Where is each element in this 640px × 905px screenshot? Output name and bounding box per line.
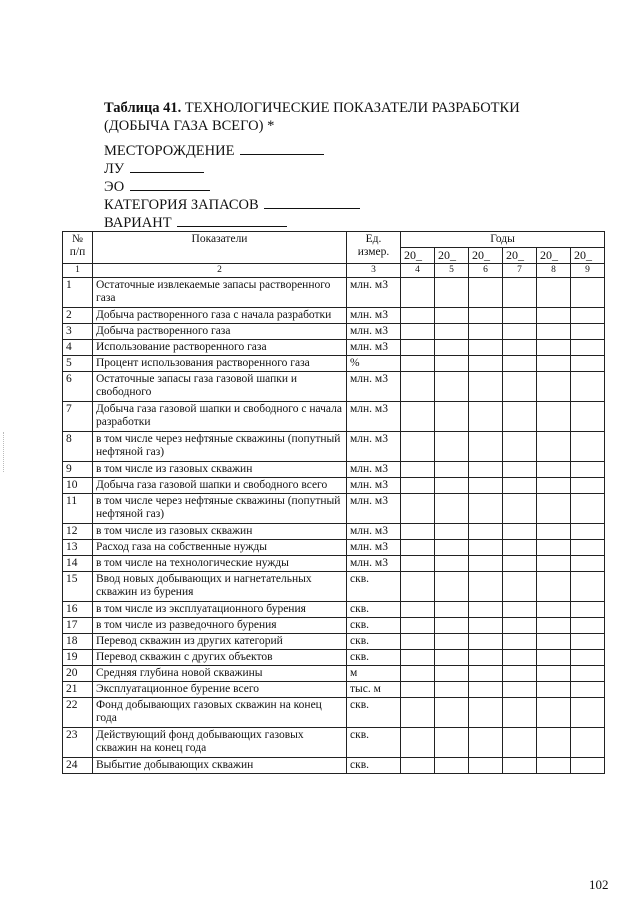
year-value-cell: [503, 728, 537, 758]
row-number: 7: [63, 402, 93, 432]
year-value-cell: [503, 540, 537, 556]
row-indicator: Ввод новых добывающих и нагнетательных скважин из бурения: [93, 572, 347, 602]
year-value-cell: [571, 698, 605, 728]
year-value-cell: [469, 324, 503, 340]
year-value-cell: [435, 308, 469, 324]
year-value-cell: [435, 758, 469, 774]
year-value-cell: [503, 650, 537, 666]
year-value-cell: [401, 356, 435, 372]
year-value-cell: [537, 494, 571, 524]
year-label: 20_: [503, 248, 537, 264]
year-value-cell: [469, 402, 503, 432]
row-unit: млн. м3: [347, 524, 401, 540]
year-value-cell: [469, 356, 503, 372]
year-value-cell: [435, 618, 469, 634]
year-value-cell: [469, 494, 503, 524]
row-indicator: в том числе из газовых скважин: [93, 524, 347, 540]
year-label: 20_: [435, 248, 469, 264]
row-unit: скв.: [347, 650, 401, 666]
year-value-cell: [435, 432, 469, 462]
year-value-cell: [503, 758, 537, 774]
column-index: 2: [93, 264, 347, 278]
year-value-cell: [401, 278, 435, 308]
row-unit: скв.: [347, 728, 401, 758]
year-value-cell: [435, 572, 469, 602]
year-value-cell: [401, 698, 435, 728]
table-row: [63, 572, 605, 602]
year-value-cell: [537, 432, 571, 462]
year-value-cell: [401, 666, 435, 682]
column-index: 3: [347, 264, 401, 278]
row-number: 3: [63, 324, 93, 340]
table-row: [63, 682, 605, 698]
year-value-cell: [435, 278, 469, 308]
year-value-cell: [571, 540, 605, 556]
year-value-cell: [537, 758, 571, 774]
year-value-cell: [469, 278, 503, 308]
year-value-cell: [435, 324, 469, 340]
year-value-cell: [435, 666, 469, 682]
year-value-cell: [537, 602, 571, 618]
year-label: 20_: [401, 248, 435, 264]
row-indicator: Добыча растворенного газа с начала разработки: [93, 308, 347, 324]
row-unit: м: [347, 666, 401, 682]
row-indicator: Средняя глубина новой скважины: [93, 666, 347, 682]
year-value-cell: [571, 572, 605, 602]
row-number: 13: [63, 540, 93, 556]
row-unit: млн. м3: [347, 494, 401, 524]
year-value-cell: [571, 602, 605, 618]
year-value-cell: [503, 602, 537, 618]
year-value-cell: [401, 308, 435, 324]
year-value-cell: [469, 602, 503, 618]
row-indicator: Перевод скважин с других объектов: [93, 650, 347, 666]
row-unit: скв.: [347, 602, 401, 618]
row-unit: скв.: [347, 758, 401, 774]
row-unit: скв.: [347, 698, 401, 728]
year-value-cell: [469, 524, 503, 540]
table-row: [63, 494, 605, 524]
row-unit: скв.: [347, 634, 401, 650]
row-indicator: в том числе из газовых скважин: [93, 462, 347, 478]
row-indicator: Добыча газа газовой шапки и свободного с начала разработки: [93, 402, 347, 432]
year-value-cell: [435, 462, 469, 478]
row-unit: млн. м3: [347, 308, 401, 324]
field-variant: [104, 214, 360, 232]
row-unit: млн. м3: [347, 478, 401, 494]
column-index: 6: [469, 264, 503, 278]
year-value-cell: [435, 728, 469, 758]
table-row: [63, 278, 605, 308]
year-value-cell: [571, 324, 605, 340]
year-value-cell: [571, 340, 605, 356]
table-row: [63, 524, 605, 540]
year-value-cell: [401, 634, 435, 650]
year-value-cell: [571, 372, 605, 402]
year-value-cell: [503, 402, 537, 432]
year-value-cell: [537, 728, 571, 758]
year-value-cell: [469, 432, 503, 462]
year-value-cell: [435, 650, 469, 666]
year-value-cell: [537, 402, 571, 432]
column-index: 4: [401, 264, 435, 278]
year-value-cell: [537, 324, 571, 340]
year-value-cell: [401, 650, 435, 666]
row-indicator: Добыча растворенного газа: [93, 324, 347, 340]
table-row: [63, 372, 605, 402]
year-value-cell: [469, 634, 503, 650]
year-value-cell: [571, 278, 605, 308]
year-value-cell: [571, 462, 605, 478]
year-value-cell: [503, 524, 537, 540]
table-row: [63, 432, 605, 462]
row-unit: млн. м3: [347, 432, 401, 462]
year-value-cell: [537, 462, 571, 478]
year-value-cell: [469, 572, 503, 602]
year-value-cell: [571, 524, 605, 540]
row-number: 1: [63, 278, 93, 308]
year-label: 20_: [571, 248, 605, 264]
row-number: 4: [63, 340, 93, 356]
table-row: [63, 308, 605, 324]
year-value-cell: [401, 432, 435, 462]
column-index: 1: [63, 264, 93, 278]
year-value-cell: [537, 666, 571, 682]
table-row: [63, 324, 605, 340]
row-indicator: в том числе из эксплуатационного бурения: [93, 602, 347, 618]
table-row: [63, 402, 605, 432]
row-indicator: Использование растворенного газа: [93, 340, 347, 356]
fill-blank: [240, 142, 324, 155]
fill-blank: [264, 196, 360, 209]
col-header-years: Годы: [401, 232, 605, 248]
year-value-cell: [435, 682, 469, 698]
table-title: [104, 99, 584, 135]
row-indicator: Фонд добывающих газовых скважин на конец года: [93, 698, 347, 728]
row-unit: млн. м3: [347, 556, 401, 572]
row-number: 8: [63, 432, 93, 462]
year-value-cell: [503, 432, 537, 462]
row-number: 21: [63, 682, 93, 698]
year-value-cell: [571, 728, 605, 758]
field-label: ЭО: [104, 179, 125, 195]
row-unit: млн. м3: [347, 278, 401, 308]
year-value-cell: [537, 356, 571, 372]
year-value-cell: [537, 572, 571, 602]
row-number: 6: [63, 372, 93, 402]
year-value-cell: [469, 682, 503, 698]
row-number: 18: [63, 634, 93, 650]
year-value-cell: [537, 682, 571, 698]
year-value-cell: [435, 372, 469, 402]
year-value-cell: [469, 650, 503, 666]
year-value-cell: [503, 372, 537, 402]
year-value-cell: [469, 340, 503, 356]
table-row: [63, 462, 605, 478]
row-unit: млн. м3: [347, 402, 401, 432]
row-unit: %: [347, 356, 401, 372]
column-index: 8: [537, 264, 571, 278]
year-value-cell: [401, 340, 435, 356]
field-label: КАТЕГОРИЯ ЗАПАСОВ: [104, 197, 259, 213]
year-value-cell: [537, 340, 571, 356]
year-value-cell: [571, 618, 605, 634]
year-label: 20_: [469, 248, 503, 264]
year-value-cell: [503, 324, 537, 340]
year-value-cell: [537, 524, 571, 540]
year-value-cell: [401, 372, 435, 402]
year-value-cell: [503, 278, 537, 308]
year-value-cell: [401, 524, 435, 540]
year-value-cell: [469, 308, 503, 324]
year-value-cell: [469, 618, 503, 634]
year-value-cell: [469, 728, 503, 758]
row-number: 17: [63, 618, 93, 634]
indicators-table: [62, 231, 605, 774]
row-unit: тыс. м: [347, 682, 401, 698]
fill-blank: [130, 160, 204, 173]
column-index: 5: [435, 264, 469, 278]
year-value-cell: [537, 556, 571, 572]
row-indicator: Выбытие добывающих скважин: [93, 758, 347, 774]
year-value-cell: [401, 556, 435, 572]
header-fields: [104, 142, 360, 232]
row-unit: млн. м3: [347, 372, 401, 402]
field-reserve-category: [104, 196, 360, 214]
year-value-cell: [469, 478, 503, 494]
table-row: [63, 478, 605, 494]
year-value-cell: [537, 650, 571, 666]
table-row: [63, 340, 605, 356]
field-label: МЕСТОРОЖДЕНИЕ: [104, 143, 235, 159]
year-value-cell: [503, 682, 537, 698]
year-value-cell: [401, 324, 435, 340]
field-label: ВАРИАНТ: [104, 215, 172, 231]
row-number: 14: [63, 556, 93, 572]
col-header-unit: Ед. измер.: [347, 232, 401, 264]
year-value-cell: [571, 432, 605, 462]
field-license-area: [104, 160, 360, 178]
year-value-cell: [401, 478, 435, 494]
table-row: [63, 698, 605, 728]
row-number: 12: [63, 524, 93, 540]
row-number: 20: [63, 666, 93, 682]
row-indicator: Добыча газа газовой шапки и свободного всего: [93, 478, 347, 494]
year-value-cell: [435, 524, 469, 540]
year-value-cell: [401, 728, 435, 758]
year-value-cell: [435, 478, 469, 494]
year-value-cell: [537, 540, 571, 556]
row-indicator: в том числе через нефтяные скважины (попутный нефтяной газ): [93, 494, 347, 524]
fill-blank: [177, 214, 287, 227]
table-row: [63, 728, 605, 758]
year-value-cell: [537, 372, 571, 402]
year-value-cell: [435, 698, 469, 728]
year-value-cell: [571, 402, 605, 432]
table-title-number: Таблица 41.: [104, 100, 182, 116]
table-row: [63, 634, 605, 650]
row-number: 22: [63, 698, 93, 728]
row-number: 5: [63, 356, 93, 372]
year-value-cell: [503, 462, 537, 478]
year-value-cell: [537, 634, 571, 650]
year-value-cell: [537, 698, 571, 728]
row-indicator: в том числе из разведочного бурения: [93, 618, 347, 634]
row-number: 2: [63, 308, 93, 324]
year-value-cell: [401, 602, 435, 618]
table-row: [63, 556, 605, 572]
year-value-cell: [469, 698, 503, 728]
year-value-cell: [503, 494, 537, 524]
year-value-cell: [401, 402, 435, 432]
row-indicator: Остаточные извлекаемые запасы растворенного газа: [93, 278, 347, 308]
row-unit: млн. м3: [347, 324, 401, 340]
row-indicator: Расход газа на собственные нужды: [93, 540, 347, 556]
row-unit: скв.: [347, 618, 401, 634]
year-value-cell: [401, 618, 435, 634]
year-value-cell: [571, 758, 605, 774]
year-value-cell: [571, 478, 605, 494]
year-value-cell: [435, 602, 469, 618]
year-value-cell: [571, 494, 605, 524]
year-value-cell: [503, 572, 537, 602]
year-value-cell: [435, 494, 469, 524]
row-indicator: Перевод скважин из других категорий: [93, 634, 347, 650]
year-label: 20_: [537, 248, 571, 264]
year-value-cell: [469, 372, 503, 402]
year-value-cell: [503, 308, 537, 324]
col-header-indicator: Показатели: [93, 232, 347, 264]
year-value-cell: [435, 356, 469, 372]
row-number: 23: [63, 728, 93, 758]
column-index: 9: [571, 264, 605, 278]
year-value-cell: [435, 540, 469, 556]
row-indicator: Остаточные запасы газа газовой шапки и свободного: [93, 372, 347, 402]
year-value-cell: [401, 494, 435, 524]
year-value-cell: [571, 666, 605, 682]
column-index: 7: [503, 264, 537, 278]
table-row: [63, 758, 605, 774]
row-indicator: в том числе через нефтяные скважины (попутный нефтяной газ): [93, 432, 347, 462]
field-label: ЛУ: [104, 161, 125, 177]
row-indicator: Действующий фонд добывающих газовых скважин на конец года: [93, 728, 347, 758]
year-value-cell: [571, 682, 605, 698]
field-eo: [104, 178, 360, 196]
table-title-text: ТЕХНОЛОГИЧЕСКИЕ ПОКАЗАТЕЛИ РАЗРАБОТКИ (ДОБЫЧА ГАЗА ВСЕГО) *: [104, 100, 520, 134]
year-value-cell: [469, 556, 503, 572]
table-row: [63, 356, 605, 372]
year-value-cell: [503, 356, 537, 372]
year-value-cell: [503, 618, 537, 634]
year-value-cell: [503, 340, 537, 356]
year-value-cell: [503, 698, 537, 728]
year-value-cell: [435, 556, 469, 572]
year-value-cell: [537, 278, 571, 308]
row-unit: млн. м3: [347, 462, 401, 478]
year-value-cell: [469, 462, 503, 478]
row-number: 19: [63, 650, 93, 666]
row-unit: скв.: [347, 572, 401, 602]
scan-artifact-dots: [3, 432, 10, 472]
year-value-cell: [435, 402, 469, 432]
year-value-cell: [571, 650, 605, 666]
field-deposit: [104, 142, 360, 160]
table-row: [63, 650, 605, 666]
year-value-cell: [435, 634, 469, 650]
year-value-cell: [469, 758, 503, 774]
table-row: [63, 540, 605, 556]
year-value-cell: [571, 356, 605, 372]
table-row: [63, 666, 605, 682]
year-value-cell: [571, 308, 605, 324]
year-value-cell: [401, 758, 435, 774]
year-value-cell: [503, 478, 537, 494]
table-row: [63, 602, 605, 618]
row-number: 24: [63, 758, 93, 774]
year-value-cell: [571, 556, 605, 572]
table-row: [63, 618, 605, 634]
year-value-cell: [401, 540, 435, 556]
year-value-cell: [401, 572, 435, 602]
year-value-cell: [503, 666, 537, 682]
year-value-cell: [571, 634, 605, 650]
row-unit: млн. м3: [347, 340, 401, 356]
row-number: 16: [63, 602, 93, 618]
row-indicator: Эксплуатационное бурение всего: [93, 682, 347, 698]
year-value-cell: [503, 556, 537, 572]
year-value-cell: [537, 478, 571, 494]
row-unit: млн. м3: [347, 540, 401, 556]
year-value-cell: [469, 666, 503, 682]
year-value-cell: [503, 634, 537, 650]
row-indicator: Процент использования растворенного газа: [93, 356, 347, 372]
row-number: 9: [63, 462, 93, 478]
page-number: 102: [589, 877, 609, 892]
row-number: 15: [63, 572, 93, 602]
year-value-cell: [435, 340, 469, 356]
col-header-number: № п/п: [63, 232, 93, 264]
row-number: 11: [63, 494, 93, 524]
row-number: 10: [63, 478, 93, 494]
year-value-cell: [401, 462, 435, 478]
row-indicator: в том числе на технологические нужды: [93, 556, 347, 572]
year-value-cell: [401, 682, 435, 698]
year-value-cell: [537, 618, 571, 634]
year-value-cell: [537, 308, 571, 324]
year-value-cell: [469, 540, 503, 556]
fill-blank: [130, 178, 210, 191]
